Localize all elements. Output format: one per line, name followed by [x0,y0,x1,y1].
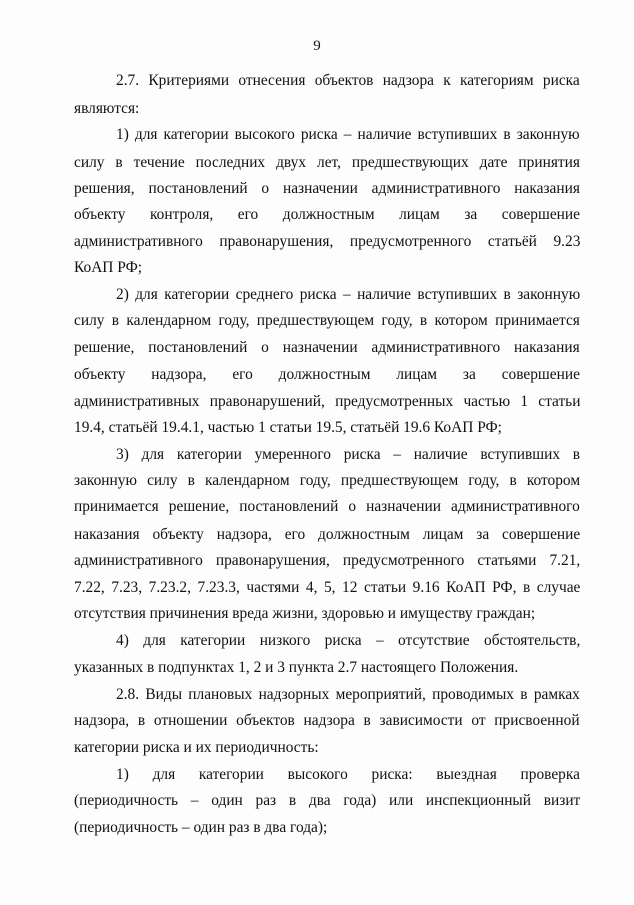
text-line: силу в календарном году, предшествующем году, в котором принимается [74,312,580,329]
text-line: 1) для категории высокого риска – наличие вступивших в законную [116,126,580,143]
word: совершение [501,206,580,223]
word: 1) [116,766,129,783]
text-line: (периодичность – один раз в два года); [74,819,328,836]
text-line: 2) для категории среднего риска – наличие вступивших в законную [116,286,581,303]
justified-line [74,206,580,224]
text-line: законную силу в календарном году, предшествующем году, в котором [74,472,581,489]
word: за [464,206,478,223]
word: риска: [371,766,413,783]
word: контроля, [149,206,214,223]
word: его [237,206,259,223]
text-line: 2.8. Виды плановых надзорных мероприятий, проводимых в рамках [116,686,580,703]
word: объекту [74,206,126,223]
text-line: указанных в подпунктах 1, 2 и 3 пункта 2.7 настоящего Положения. [74,659,519,676]
text-line: КоАП РФ; [74,259,143,276]
text-line: решения, постановлений о назначении административного наказания [74,180,580,197]
word: проверка [520,766,580,783]
word: категории [198,766,264,783]
word: надзора, [151,366,207,383]
text-line: надзора, в отношении объектов надзора в зависимости от присвоенной [74,712,580,729]
text-line: административных правонарушений, предусмотренных частью 1 статьи [74,393,581,410]
word: лицам [396,366,438,383]
justified-line [116,766,580,784]
word: совершение [501,366,580,383]
word: высокого [287,766,348,783]
word: должностным [278,366,371,383]
text-line: административного правонарушения, предусмотренного статьями 7.21, [74,552,581,569]
text-line: 2.7. Критериями отнесения объектов надзора к категориям риска [116,72,580,89]
text-line: категории риска и их периодичность: [74,739,319,756]
word: выездная [436,766,497,783]
text-line: (периодичность – один раз в два года) или инспекционный визит [74,792,581,809]
text-line: 19.4, статьёй 19.4.1, частью 1 статьи 19.5, статьёй 19.6 КоАП РФ; [74,419,502,436]
word: должностным [282,206,375,223]
word: для [152,766,176,783]
text-line: решение, постановлений о назначении административного наказания [74,339,580,356]
word: объекту [74,366,126,383]
text-line: административного правонарушения, предусмотренного статьёй 9.23 [74,233,581,250]
word: за [462,366,476,383]
text-line: силу в течение последних двух лет, предшествующих дате принятия [74,154,580,171]
word: его [232,366,253,383]
text-line: 7.22, 7.23, 7.23.2, 7.23.3, частями 4, 5, 12 статьи 9.16 КоАП РФ, в случае [74,579,581,596]
page-number: 9 [313,38,321,54]
word: лицам [399,206,440,223]
text-line: отсутствия причинения вреда жизни, здоровью и имуществу граждан; [74,605,536,622]
text-line: принимается решение, постановлений о назначении административного [74,498,580,515]
text-line: 4) для категории низкого риска – отсутствие обстоятельств, [116,632,581,649]
text-line: наказания объекту надзора, его должностным лицам за совершение [74,526,581,543]
justified-line [74,366,580,384]
text-line: являются: [74,100,140,117]
text-line: 3) для категории умеренного риска – наличие вступивших в [116,446,581,463]
